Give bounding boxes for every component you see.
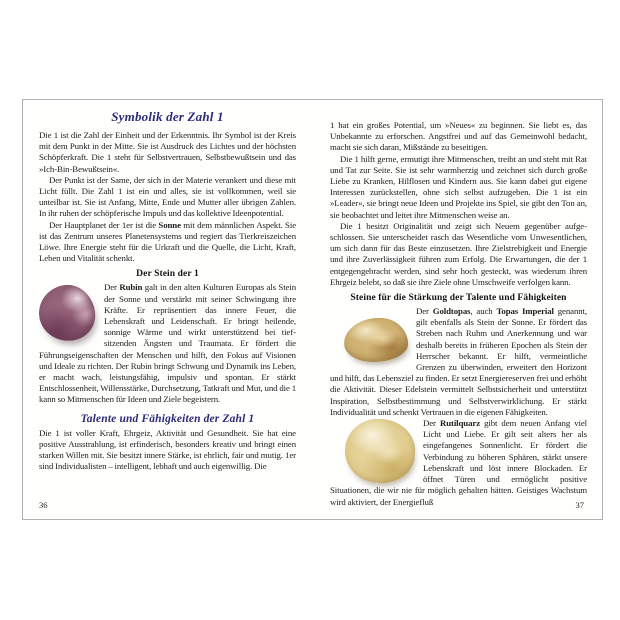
- rutilquarz-text: Der Rutilquarz gibt dem neuen Anfang viel Licht und Liebe. Er gilt seit alters her als eingefangenes Sonnenlicht. Er fördert die Verbindung zu höheren Sphären, stärkt unsere Lebenskraft und löst innere Blockaden. Er öffnet Türen und ermöglicht positive Situationen, die wir nie für möglich gehalten hätten. Geistiges Wachstum wird aktiviert, der Energiefluß: [330, 418, 587, 507]
- goldtopas-stone-icon: [343, 317, 408, 363]
- paragraph-rubin: [39, 282, 296, 405]
- goldtopas-text: Der Goldtopas, auch Topas Imperial genannt, gilt ebenfalls als Stein der Sonne. Er fördert das Streben nach Ruhm und Anerkennung und war deshalb bereits in früheren Epochen als Stein der Herrscher bekannt. Er hilft, vermeintliche Grenzen zu überwinden, erweitert den Horizont und hilft, das Lebensziel zu finden. Er setzt Energiereserven frei und erhöht die Aktivität. Dieser Edelstein vermittelt Selbstsicherheit und unterstützt Inspiration, Selbstbestimmung und Selbstverwirklichung. Er stärkt Individualität und schenkt Vertrauen in die eigenen Fähigkeiten.: [330, 306, 587, 417]
- rubin-stone-icon: [39, 283, 98, 345]
- paragraph-hilft-gerne: Die 1 hilft gerne, ermutigt ihre Mitmenschen, treibt an und steht mit Rat und Tat zur Seite. Sie ist sehr warmherzig und zeichnet sich durch große Liebe zu Kranken, Hilflosen und Kindern aus. Sie kann dabei gut eigene Interessen zurückstellen, ohne sich selbst aufzugeben. Die 1 ist ein »Leader«, sie bringt neue Ideen und Projekte ins Spiel, sie gibt den Ton an, sie beobachtet und leitet ihre Mitmenschen weise an.: [330, 153, 587, 220]
- page-number-right: 37: [575, 500, 584, 510]
- rubin-stone-image: [39, 285, 95, 341]
- book-spread: [22, 99, 603, 520]
- stein-der-1-heading: Der Stein der 1: [136, 269, 199, 280]
- rutilquarz-stone-image: [345, 419, 415, 483]
- steine-staerkung-heading: Steine für die Stärkung der Talente und Fähigkeiten: [350, 293, 567, 304]
- paragraph-punkt: Der Punkt ist der Same, der sich in der Materie verankert und diese mit Licht füllt. Die Zahl 1 ist ein und alles, sie ist vollkommen, weil sie unteilbar ist. Sie ist Anfang, Mitte, Ende und Mutter aller übrigen Zahlen. In ihr ruhen der schöpferische Impuls und das kollektive Ideenpotential.: [39, 174, 296, 219]
- paragraph-potential: 1 hat ein großes Potential, um »Neues« zu beginnen. Sie liebt es, das Unbekannte zu erforschen. Angstfrei und auf das Gemeinwohl bedacht, macht sie sich daran, Mißstände zu beseitigen.: [330, 120, 587, 153]
- paragraph-goldtopas: [330, 306, 587, 418]
- rutilquarz-stone-icon: [344, 418, 416, 484]
- paragraph-rutilquarz: [330, 418, 587, 508]
- paragraph-einheit: Die 1 ist die Zahl der Einheit und der Erkenntnis. Ihr Symbol ist der Kreis mit dem Punkt in der Mitte. Sie ist Ausdruck des Lichtes und der höchsten Schöpferkraft. Die 1 steht für Selbstvertrauen, Selbstbewußtsein und das »Ich-Bin-Bewußtsein«.: [39, 130, 296, 174]
- page-right: [330, 100, 587, 519]
- talente-heading: Talente und Fähigkeiten der Zahl 1: [80, 412, 255, 425]
- paragraph-hauptplanet: Der Hauptplanet der 1er ist die Sonne mit dem männlichen Aspekt. Sie ist das Zentrum unseres Planetensystems und regiert das Tierkreiszeichen Löwe. Ihre Energie steht für die Urkraft und die Quelle, die Licht, Kraft, Leben und Vitalität schenkt.: [39, 219, 296, 264]
- rubin-text: Der Rubin galt in den alten Kulturen Europas als Stein der Sonne und verstärkt mit seiner Schwingung ihre Kräfte. Er repräsentiert das innere Feuer, die Lebenskraft und Leidenschaft. Er bringt heilende, sonnige Wärme und wirkt unterstützend bei tiefsitzenden Ängsten und Traumata. Er fördert die Führungseigenschaften der Menschen und hilft, den Fokus auf Visionen und Ideale zu richten. Der Rubin bringt Schwung und Dynamik ins Leben, er macht wach, leistungsfähig, impulsiv und spontan. Er stärkt Entschlossenheit, Willensstärke, Durchsetzung, Tatkraft und Mut, und die 1 kann so Mitmenschen für Ideen und Ziele begeistern.: [39, 282, 296, 405]
- chapter-title: Symbolik der Zahl 1: [111, 109, 224, 124]
- page-left: [39, 100, 296, 519]
- paragraph-talente: Die 1 ist voller Kraft, Ehrgeiz, Aktivität und Gesundheit. Sie hat eine positive Ausstrahlung, ist erfinderisch, besonders kreativ und bringt einen starken Willen mit. Sie besitzt innere Stärke, ist ehrlich, fair und mutig. 1er sind Individualisten – intelligent, lebhaft und auch eigenwillig. Die: [39, 427, 296, 472]
- paragraph-originalitaet: Die 1 besitzt Originalität und zeigt sich Neuem gegenüber aufgeschlossen. Sie unterscheidet rasch das Wesentliche vom Unwesentlichen, um sich dann für das Beste einzusetzen. Ihre Zielstrebigkeit und Energie und ihre Zuverlässigkeit führen zum Erfolg. Die Erwartungen, die der 1 entgegengebracht werden, sind sehr hoch gesteckt, was wiederum ihren Ehrgeiz belebt, so daß sie ihre Ziele ohne Umschweife verfolgen kann.: [330, 220, 587, 287]
- goldtopas-stone-image: [344, 318, 408, 362]
- page-number-left: 36: [39, 500, 48, 510]
